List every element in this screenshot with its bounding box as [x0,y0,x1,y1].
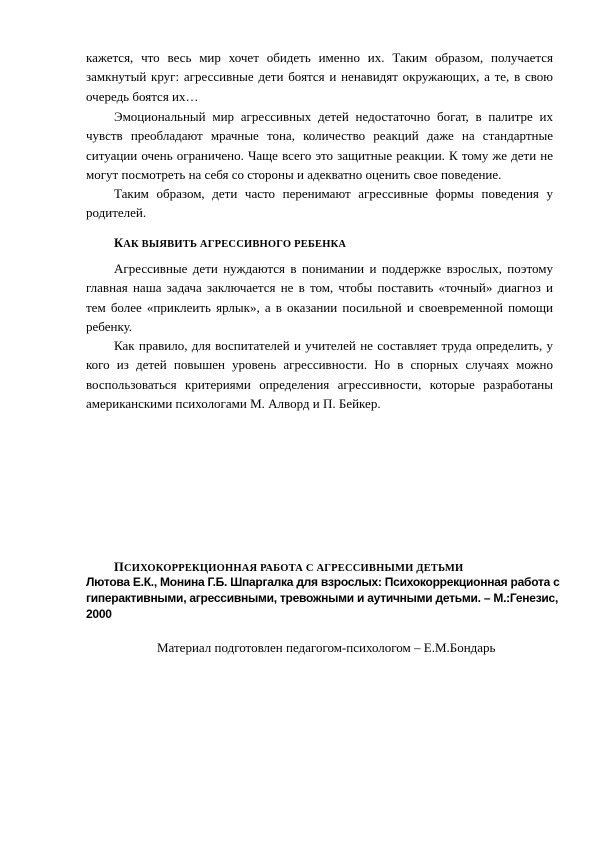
paragraph-emotional-world: Эмоциональный мир агрессивных детей недостаточно богат, в палитре их чувств преобладают мрачные тона, количество реакций даже на стандартные ситуации очень ограничено. Чаще всего это защитные реакции. К тому же дети не могут посмотреть на себя со стороны и адекватно оценить свое поведение. [86,109,553,183]
paragraph-understanding: Агрессивные дети нуждаются в понимании и поддержке взрослых, поэтому главная наша задача заключается не в том, чтобы поставить «точный» диагноз и тем более «приклеить ярлык», а в оказании посильной и своевременной помощи ребенку. [86,261,553,335]
source-heading: ПСИХОКОРРЕКЦИОННАЯ РАБОТА С АГРЕССИВНЫМИ ДЕТЬМИ [114,560,464,574]
paragraph-continuation: кажется, что весь мир хочет обидеть именно их. Таким образом, получается замкнутый круг: агрессивные дети боятся и ненавидят окружающих, а те, в свою очередь боятся их… [86,50,553,104]
paragraph-parents: Таким образом, дети часто перенимают агрессивные формы поведения у родителей. [86,186,553,221]
author-credit: Материал подготовлен педагогом-психологом – Е.М.Бондарь [157,640,496,655]
paragraph-criteria: Как правило, для воспитателей и учителей не составляет труда определить, у кого из детей повышен уровень агрессивности. Но в спорных случаях можно воспользоваться критериями определения агрессивности, которые разработаны американскими психологами М. Алворд и П. Бейкер. [86,338,553,412]
source-citation: Лютова Е.К., Монина Г.Б. Шпаргалка для взрослых: Психокоррекционная работа с гиперактивными, агрессивными, тревожными и аутичными детьми. – М.:Генезис, 2000 [86,575,560,622]
section-heading: КАК ВЫЯВИТЬ АГРЕССИВНОГО РЕБЕНКА [114,236,347,250]
